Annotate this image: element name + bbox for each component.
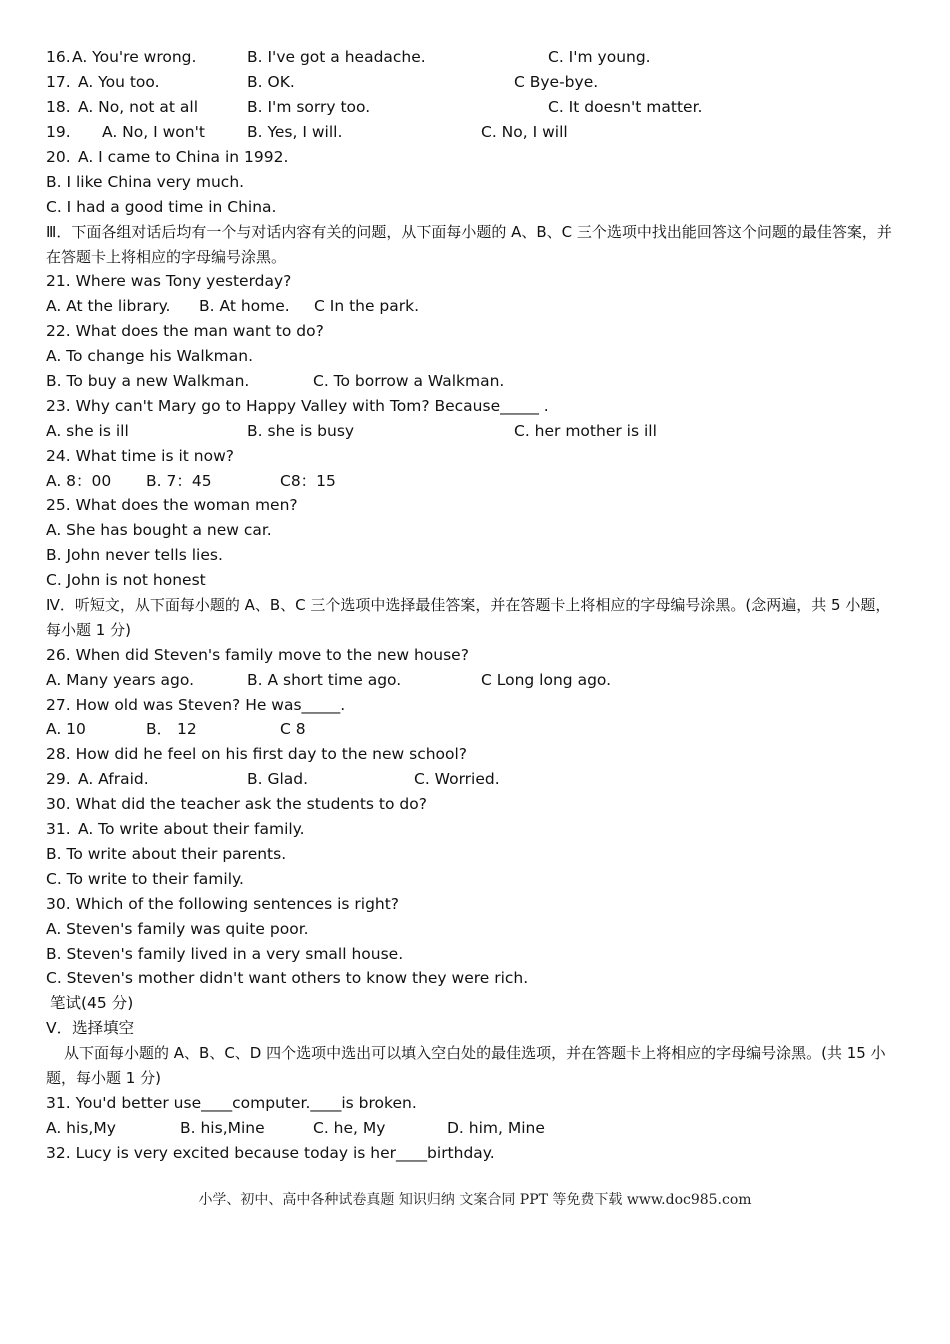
question-24-stem: 24. What time is it now? <box>46 447 235 465</box>
option-b: B. 7：45 <box>146 472 212 490</box>
option-c: C. No, I will <box>481 123 568 141</box>
option-a: A. To change his Walkman. <box>46 347 253 365</box>
option-b: B. To buy a new Walkman. <box>46 372 250 390</box>
question-26-stem: 26. When did Steven's family move to the new house? <box>46 646 469 664</box>
option-c: C. John is not honest <box>46 571 206 589</box>
option-b: B. she is busy <box>247 422 355 440</box>
question-27-stem: 27. How old was Steven? He was_____. <box>46 696 346 714</box>
question-30b-stem: 30. Which of the following sentences is right? <box>46 895 400 913</box>
option-b: B. I like China very much. <box>46 173 245 191</box>
section-3-instructions: Ⅲ．下面各组对话后均有一个与对话内容有关的问题，从下面每小题的 A、B、C 三个选项中找出能回答这个问题的最佳答案，并在答题卡上将相应的字母编号涂黑。 <box>46 223 892 266</box>
option-a: A. Afraid. <box>78 770 149 788</box>
option-b: B. John never tells lies. <box>46 546 223 564</box>
question-32-stem: 32. Lucy is very excited because today is her____birthday. <box>46 1144 495 1162</box>
option-c: C8：15 <box>280 472 336 490</box>
option-a: A. No, not at all <box>78 98 199 116</box>
option-b: B. Glad. <box>247 770 309 788</box>
exam-page: 16. A. You're wrong. B. I've got a headache. C. I'm young. 17. A. You too. B. OK. C Bye-bye. 18. A. No, not at all B. I'm sorry too. C. It doesn't matter. 19. A. No, I won't B. Yes, I will. C. No, I will 20. A. I came to China in 1992. B. I like China very much. C. I had a good time in China. Ⅲ．下面各组对话后均有一个与对话内容有关的问题，从下面每小题的 A、B、C 三个选项中找出能回答这个问题的最佳答案，并在答题卡上将相应的字母编号涂黑。 21. Where was Tony yesterday? A. At the library. B. At home. C In the park. 22. What does the man want to do? A. To change his Walkman. B. To buy a new Walkman. C. To borrow a Walkman. 23. Why can't Mary go to Happy Valley with Tom? Because_____ . A. she is ill B. she is busy C. her mother is ill 24. What time is it now? A. 8：00 B. 7：45 C8：15 25. What does the woman men? A. She has bought a new car. B. John never tells lies. C. John is not honest Ⅳ．听短文，从下面每小题的 A、B、C 三个选项中选择最佳答案，并在答题卡上将相应的字母编号涂黑。(念两遍，共 5 小题，每小题 1 分) 26. When did Steven's family move to the new house? A. Many years ago. B. A short time ago. C Long long ago. 27. How old was Steven? He was_____. A. 10 B． 12 C 8 28. How did he feel on his first day to the new school? 29. A. Afraid. B. Glad. C. Worried. 30. What did the teacher ask the students to do? 31. A. To write about their family. B. To write about their parents. C. To write to their family. 30. Which of the following sentences is right? A. Steven's family was quite poor. B. Steven's family lived in a very small house. C. Steven's mother didn't want others to know they were rich. 笔试(45 分) Ⅴ．选择填空 从下面每小题的 A、B、C、D 四个选项中选出可以填入空白处的最佳选项，并在答题卡上将相应的字母编号涂黑。(共 15 小题，每小题 1 分) 31. You'd better use____computer.____is broken. A. his,My B. his,Mine C. he, My D. him, Mine 32. Lucy is very excited because today is her____birthday. 小学、初中、高中各种试卷真题 知识归纳 文案合同 PPT 等免费下载 www.doc985.com <box>0 0 950 1344</box>
option-a: A. She has bought a new car. <box>46 521 272 539</box>
written-section-title: 笔试(45 分) <box>50 994 134 1012</box>
page-footer: 小学、初中、高中各种试卷真题 知识归纳 文案合同 PPT 等免费下载 www.doc985.com <box>198 1192 752 1208</box>
option-a: A. You're wrong. <box>72 48 197 66</box>
option-c: C. I had a good time in China. <box>46 198 277 216</box>
section-5-title: Ⅴ．选择填空 <box>46 1019 135 1037</box>
option-a: A. 8：00 <box>46 472 112 490</box>
option-d: D. him, Mine <box>447 1119 545 1137</box>
question-25-stem: 25. What does the woman men? <box>46 496 298 514</box>
option-c: C. I'm young. <box>548 48 651 66</box>
option-b: B. A short time ago. <box>247 671 402 689</box>
option-a: A. I came to China in 1992. <box>78 148 289 166</box>
option-c: C In the park. <box>314 297 420 315</box>
option-b: B. Steven's family lived in a very small house. <box>46 945 404 963</box>
question-21-stem: 21. Where was Tony yesterday? <box>46 272 292 290</box>
option-c: C Bye-bye. <box>514 73 599 91</box>
option-c: C. he, My <box>313 1119 386 1137</box>
question-28-stem: 28. How did he feel on his first day to the new school? <box>46 745 468 763</box>
option-b: B. At home. <box>199 297 290 315</box>
option-a: A. At the library. <box>46 297 171 315</box>
option-a: A. his,My <box>46 1119 116 1137</box>
option-b: B. To write about their parents. <box>46 845 287 863</box>
option-a: A. Steven's family was quite poor. <box>46 920 309 938</box>
option-b: B. I've got a headache. <box>247 48 426 66</box>
option-c: C 8 <box>280 720 306 738</box>
option-c: C. Worried. <box>414 770 500 788</box>
option-c: C. her mother is ill <box>514 422 657 440</box>
option-c: C. Steven's mother didn't want others to know they were rich. <box>46 969 529 987</box>
section-5-instructions: 从下面每小题的 A、B、C、D 四个选项中选出可以填入空白处的最佳选项，并在答题卡上将相应的字母编号涂黑。(共 15 小题，每小题 1 分) <box>46 1044 886 1087</box>
section-4-instructions: Ⅳ．听短文，从下面每小题的 A、B、C 三个选项中选择最佳答案，并在答题卡上将相应的字母编号涂黑。(念两遍，共 5 小题，每小题 1 分) <box>46 596 891 639</box>
option-a: A. 10 <box>46 720 86 738</box>
option-b: B. his,Mine <box>180 1119 265 1137</box>
option-c: C. To borrow a Walkman. <box>313 372 505 390</box>
question-30-stem: 30. What did the teacher ask the students to do? <box>46 795 427 813</box>
option-a: A. Many years ago. <box>46 671 195 689</box>
option-a: A. You too. <box>78 73 160 91</box>
option-a: A. To write about their family. <box>78 820 305 838</box>
option-c: C. It doesn't matter. <box>548 98 703 116</box>
option-b: B. Yes, I will. <box>247 123 343 141</box>
question-22-stem: 22. What does the man want to do? <box>46 322 324 340</box>
option-b: B. OK. <box>247 73 295 91</box>
option-b: B． 12 <box>146 720 197 738</box>
option-b: B. I'm sorry too. <box>247 98 371 116</box>
option-c: C. To write to their family. <box>46 870 244 888</box>
option-c: C Long long ago. <box>481 671 612 689</box>
option-a: A. she is ill <box>46 422 129 440</box>
question-31b-stem: 31. You'd better use____computer.____is broken. <box>46 1094 417 1112</box>
option-a: A. No, I won't <box>102 123 205 141</box>
question-23-stem: 23. Why can't Mary go to Happy Valley with Tom? Because_____ . <box>46 397 549 415</box>
